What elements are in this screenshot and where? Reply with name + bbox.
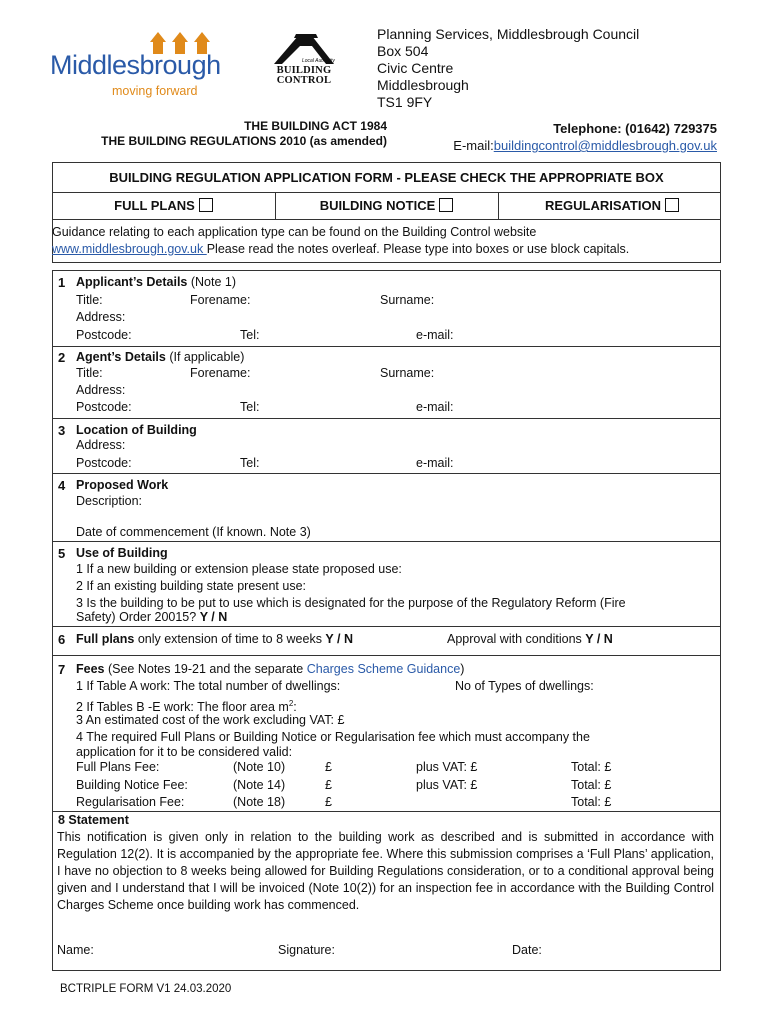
applicant-email-label: e-mail: bbox=[416, 328, 454, 342]
section-5-number: 5 bbox=[58, 546, 66, 561]
section-1-heading bbox=[76, 275, 236, 290]
address-line: Box 504 bbox=[377, 43, 429, 59]
full-plans-fee-label: Full Plans Fee: bbox=[76, 760, 160, 774]
use-line-1: 1 If a new building or extension please state proposed use: bbox=[76, 562, 402, 576]
statement-text: This notification is given only in relation to the building work as described and is submitted in accordance with Regulation 12(2). It is accompanied by the appropriate fee. Where this submission comprises a ‘Full Plans’ application, I have no objection to 8 weeks being allowed for Building Regulations consideration, or to a conditional approval being given and I understand that I will be invoiced (Note 10(2)) for an inspection fee in accordance with the Building Control Charges Scheme once building work has commenced. bbox=[57, 830, 714, 912]
section-1-number: 1 bbox=[58, 275, 66, 290]
name-label: Name: bbox=[57, 943, 94, 957]
section-6-line bbox=[76, 632, 353, 647]
full-plans-checkbox[interactable] bbox=[199, 198, 213, 212]
section-1-note: (Note 1) bbox=[187, 275, 237, 289]
option-regularisation[interactable] bbox=[498, 198, 721, 213]
building-notice-checkbox[interactable] bbox=[439, 198, 453, 212]
use-line-2: 2 If an existing building state present use: bbox=[76, 579, 307, 593]
logo-name: Middlesbrough bbox=[50, 50, 221, 80]
floor-area-label: 2 If Tables B -E work: The floor area m bbox=[76, 700, 289, 715]
address-line: TS1 9FY bbox=[377, 94, 433, 110]
middlesbrough-logo bbox=[50, 30, 230, 104]
email-line bbox=[400, 137, 717, 154]
legislation-heading bbox=[30, 119, 387, 149]
conditions-yes-no[interactable]: Y / N bbox=[585, 632, 613, 646]
agent-title-label: Title: bbox=[76, 366, 103, 380]
option-label: BUILDING NOTICE bbox=[319, 198, 436, 213]
fees-line-4b: application for it to be considered valid: bbox=[76, 745, 293, 759]
squared-sup: 2 bbox=[288, 699, 294, 708]
use-line-3b bbox=[76, 610, 227, 625]
signature-label: Signature: bbox=[278, 943, 335, 957]
section-7-heading bbox=[76, 662, 464, 677]
applicant-surname-label: Surname: bbox=[380, 293, 435, 307]
section-2-number: 2 bbox=[58, 350, 66, 365]
description-label: Description: bbox=[76, 494, 142, 508]
address-line: Middlesbrough bbox=[377, 77, 469, 93]
option-label: REGULARISATION bbox=[544, 198, 661, 213]
agent-forename-label: Forename: bbox=[190, 366, 251, 380]
applicant-address-label: Address: bbox=[76, 310, 126, 324]
building-notice-fee-note: (Note 14) bbox=[233, 778, 286, 792]
form-title: BUILDING REGULATION APPLICATION FORM - PLEASE CHECK THE APPROPRIATE BOX bbox=[109, 170, 664, 185]
section-6-number: 6 bbox=[58, 632, 66, 647]
applicant-title-label: Title: bbox=[76, 293, 103, 307]
section-4-number: 4 bbox=[58, 478, 66, 493]
bc-logo-line2: CONTROL bbox=[276, 75, 332, 86]
fees-intro-end: ) bbox=[460, 662, 465, 676]
divider bbox=[52, 541, 721, 542]
section-2-title: Agent’s Details bbox=[76, 350, 166, 364]
building-tel-label: Tel: bbox=[240, 456, 260, 470]
building-control-logo bbox=[272, 32, 338, 88]
conditions-line bbox=[447, 632, 613, 647]
commencement-label: Date of commencement (If known. Note 3) bbox=[76, 525, 311, 539]
full-plans-fee-pound: £ bbox=[325, 760, 332, 774]
section-7-title: Fees bbox=[76, 662, 105, 676]
section-3-title: Location of Building bbox=[76, 423, 197, 437]
applicant-postcode-label: Postcode: bbox=[76, 328, 132, 342]
divider bbox=[52, 655, 721, 656]
act-line-2: THE BUILDING REGULATIONS 2010 (as amended) bbox=[101, 134, 387, 148]
section-5-title: Use of Building bbox=[76, 546, 168, 560]
floor-area-colon: : bbox=[293, 700, 297, 715]
option-building-notice[interactable] bbox=[275, 198, 498, 213]
divider bbox=[52, 219, 721, 220]
website-link[interactable]: www.middlesbrough.gov.uk bbox=[52, 242, 207, 256]
agent-email-label: e-mail: bbox=[416, 400, 454, 414]
full-plans-fee-vat: plus VAT: £ bbox=[416, 760, 478, 774]
section-2-heading bbox=[76, 350, 244, 365]
date-label: Date: bbox=[512, 943, 542, 957]
regularisation-fee-total: Total: £ bbox=[571, 795, 612, 809]
regularisation-fee-pound: £ bbox=[325, 795, 332, 809]
full-plans-fee-note: (Note 10) bbox=[233, 760, 286, 774]
regularisation-fee-label: Regularisation Fee: bbox=[76, 795, 185, 809]
building-notice-fee-vat: plus VAT: £ bbox=[416, 778, 478, 792]
fire-safety-yes-no[interactable]: Y / N bbox=[199, 610, 228, 624]
full-plans-fee-total: Total: £ bbox=[571, 760, 612, 774]
option-label: FULL PLANS bbox=[114, 198, 195, 213]
building-postcode-label: Postcode: bbox=[76, 456, 132, 470]
council-address bbox=[377, 26, 639, 111]
section-6-title: Full plans bbox=[76, 632, 135, 646]
logo-tagline: moving forward bbox=[112, 84, 198, 98]
section-3-number: 3 bbox=[58, 423, 66, 438]
divider bbox=[52, 473, 721, 474]
guidance-line-2 bbox=[52, 242, 629, 257]
agent-postcode-label: Postcode: bbox=[76, 400, 132, 414]
section-2-note: (If applicable) bbox=[165, 350, 245, 364]
extension-yes-no[interactable]: Y / N bbox=[325, 632, 353, 646]
divider bbox=[52, 346, 721, 347]
agent-address-label: Address: bbox=[76, 383, 126, 397]
use-line-3a: 3 Is the building to be put to use which is designated for the purpose of the Regulatory Reform (Fire bbox=[76, 596, 626, 610]
extension-text: only extension of time to 8 weeks bbox=[134, 632, 326, 646]
section-7-number: 7 bbox=[58, 662, 66, 677]
agent-surname-label: Surname: bbox=[380, 366, 435, 380]
regularisation-checkbox[interactable] bbox=[665, 198, 679, 212]
fees-line-1: 1 If Table A work: The total number of dwellings: bbox=[76, 679, 341, 693]
divider bbox=[52, 192, 721, 193]
building-notice-fee-label: Building Notice Fee: bbox=[76, 778, 188, 792]
bc-logo-line1: BUILDING bbox=[276, 65, 332, 76]
applicant-forename-label: Forename: bbox=[190, 293, 251, 307]
email-link[interactable]: buildingcontrol@middlesbrough.gov.uk bbox=[493, 138, 717, 153]
bc-logo-small: Local Authority bbox=[302, 58, 335, 64]
form-version-footer: BCTRIPLE FORM V1 24.03.2020 bbox=[60, 983, 232, 995]
building-address-label: Address: bbox=[76, 438, 126, 452]
regularisation-fee-note: (Note 18) bbox=[233, 795, 286, 809]
guidance-text: Please read the notes overleaf. Please type into boxes or use block capitals. bbox=[206, 242, 630, 256]
section-8-title: 8 Statement bbox=[58, 813, 129, 827]
fees-line-4a: 4 The required Full Plans or Building Notice or Regularisation fee which must accompany the bbox=[76, 730, 590, 744]
conditions-text: Approval with conditions bbox=[447, 632, 586, 646]
bc-logo-text bbox=[272, 66, 336, 86]
building-notice-fee-pound: £ bbox=[325, 778, 332, 792]
guidance-line-1: Guidance relating to each application type can be found on the Building Control website bbox=[52, 225, 537, 239]
act-line-1: THE BUILDING ACT 1984 bbox=[244, 119, 387, 133]
building-email-label: e-mail: bbox=[416, 456, 454, 470]
divider bbox=[52, 418, 721, 419]
address-line: Planning Services, Middlesbrough Council bbox=[377, 26, 640, 42]
fees-line-1b: No of Types of dwellings: bbox=[455, 679, 594, 693]
section-4-title: Proposed Work bbox=[76, 478, 169, 492]
contact-details bbox=[400, 120, 717, 154]
applicant-tel-label: Tel: bbox=[240, 328, 260, 342]
fees-intro: (See Notes 19-21 and the separate bbox=[104, 662, 307, 676]
telephone: Telephone: (01642) 729375 bbox=[553, 121, 717, 136]
divider bbox=[52, 811, 721, 812]
building-notice-fee-total: Total: £ bbox=[571, 778, 612, 792]
option-full-plans[interactable] bbox=[52, 198, 275, 213]
address-line: Civic Centre bbox=[377, 60, 454, 76]
agent-tel-label: Tel: bbox=[240, 400, 260, 414]
charges-scheme-link[interactable]: Charges Scheme Guidance bbox=[306, 662, 461, 676]
email-label: E-mail: bbox=[453, 138, 494, 153]
divider bbox=[52, 626, 721, 627]
section-1-title: Applicant’s Details bbox=[76, 275, 188, 289]
fire-safety-question: Safety) Order 20015? bbox=[76, 610, 200, 624]
fees-line-3: 3 An estimated cost of the work excluding VAT: £ bbox=[76, 713, 345, 727]
